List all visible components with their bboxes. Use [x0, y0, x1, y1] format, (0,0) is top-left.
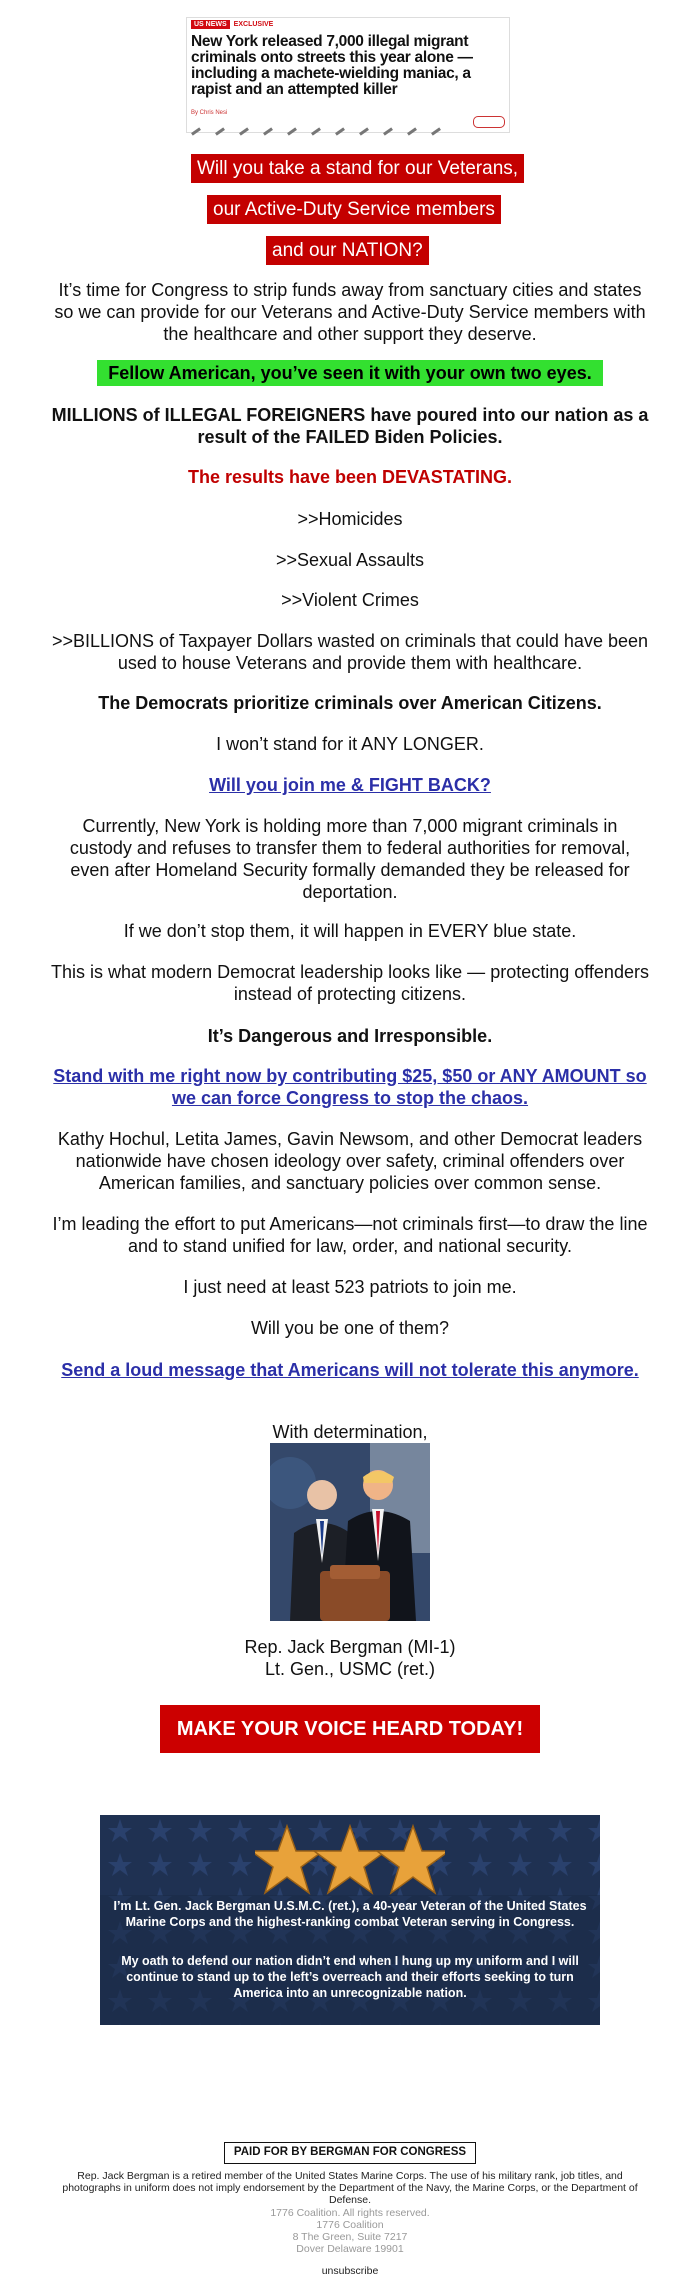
millions-paragraph	[50, 404, 650, 448]
share-icon	[215, 127, 225, 135]
list-item-billions: >>BILLIONS of Taxpayer Dollars wasted on criminals that could have been used to house Veterans and provide them with healthcare.	[52, 631, 648, 673]
list-item-sexual-assaults: >>Sexual Assaults	[275, 550, 425, 570]
news-tag-exclusive: EXCLUSIVE	[233, 21, 274, 28]
currently-paragraph: Currently, New York is holding more than 7,000 migrant criminals in custody and refuses to transfer them to federal authorities for removal, even after Homeland Security formally demanded they be released for deportation.	[69, 816, 631, 902]
share-icon	[239, 127, 249, 135]
share-icon	[383, 127, 393, 135]
list-item-homicides: >>Homicides	[297, 509, 403, 529]
unsubscribe-link[interactable]: unsubscribe	[321, 2265, 379, 2277]
signoff-text: With determination,	[272, 1422, 428, 1442]
millions-highlight: MILLIONS of ILLEGAL FOREIGNERS	[51, 405, 366, 425]
bergman-trump-photo	[270, 1443, 430, 1621]
photo-illustration	[270, 1443, 430, 1621]
need-patriots-text: I just need at least 523 patriots to join me.	[183, 1277, 517, 1297]
hochul-paragraph: Kathy Hochul, Letita James, Gavin Newsom, and other Democrat leaders nationwide have chosen ideology over safety, criminal offenders over American families, and sanctuary policies over common sense.	[57, 1129, 643, 1193]
share-icon	[407, 127, 417, 135]
news-tag-us-news: US NEWS	[191, 20, 230, 29]
green-callout: Fellow American, you’ve seen it with your own two eyes.	[97, 360, 603, 386]
leading-paragraph: I’m leading the effort to put Americans—not criminals first—to draw the line and to stand unified for law, order, and national security.	[52, 1214, 648, 1256]
share-icon	[431, 127, 441, 135]
share-icons-row	[191, 120, 507, 130]
intro-paragraph: It’s time for Congress to strip funds away from sanctuary cities and states so we can provide for our Veterans and Active-Duty Service members with the healthcare and other support they deserve.	[54, 280, 646, 344]
publisher-logo-icon	[473, 116, 505, 128]
news-clipping-image	[186, 17, 510, 133]
address-line-3: Dover Delaware 19901	[296, 2243, 404, 2255]
send-message-link[interactable]: Send a loud message that Americans will not tolerate this anymore.	[61, 1360, 639, 1380]
dangerous-heading: It’s Dangerous and Irresponsible.	[207, 1026, 493, 1046]
share-icon	[191, 127, 201, 135]
share-icon	[335, 127, 345, 135]
every-blue-state-text: If we don’t stop them, it will happen in EVERY blue state.	[123, 921, 577, 941]
list-item-violent-crimes: >>Violent Crimes	[281, 590, 419, 610]
ask-line-2: our Active-Duty Service members	[207, 195, 501, 224]
wont-stand-text: I won’t stand for it ANY LONGER.	[216, 734, 484, 754]
banner-oath-text: My oath to defend our nation didn’t end when I hung up my uniform and I will continue to stand up to the left’s overreach and their efforts seeking to turn America into an unrecognizable nation.	[121, 1954, 579, 2000]
copyright-text: 1776 Coalition. All rights reserved.	[270, 2207, 430, 2219]
devastating-heading: The results have been DEVASTATING.	[187, 467, 513, 487]
paid-for-box: PAID FOR BY BERGMAN FOR CONGRESS	[224, 2142, 476, 2164]
news-tags	[191, 21, 273, 28]
news-headline: New York released 7,000 illegal migrant criminals onto streets this year alone — including a machete-wielding maniac, a rapist and an attempted killer	[191, 33, 473, 98]
disclaimer-text: Rep. Jack Bergman is a retired member of the United States Marine Corps. The use of his military rank, job titles, and photographs in uniform does not imply endorsement by the Department of the Navy, the Marine Corps, or the Department of Defense.	[62, 2170, 638, 2206]
three-stars-icon	[255, 1823, 445, 1903]
bio-banner	[100, 1815, 600, 2025]
signature-title: Lt. Gen., USMC (ret.)	[264, 1659, 436, 1679]
share-icon	[311, 127, 321, 135]
address-line-2: 8 The Green, Suite 7217	[292, 2231, 408, 2243]
news-byline: By Chris Nesi	[191, 110, 228, 116]
share-icon	[263, 127, 273, 135]
ask-line-1: Will you take a stand for our Veterans,	[191, 154, 524, 183]
will-you-text: Will you be one of them?	[250, 1318, 450, 1338]
democrats-heading: The Democrats prioritize criminals over American Citizens.	[98, 693, 602, 713]
share-icon	[359, 127, 369, 135]
share-icon	[287, 127, 297, 135]
millions-rest: have poured into our nation as a result of the FAILED Biden Policies.	[197, 405, 649, 447]
signature-name: Rep. Jack Bergman (MI-1)	[244, 1637, 456, 1657]
make-voice-heard-button[interactable]: MAKE YOUR VOICE HEARD TODAY!	[160, 1705, 540, 1753]
ask-line-3: and our NATION?	[266, 236, 429, 265]
contribute-link[interactable]: Stand with me right now by contributing $25, $50 or ANY AMOUNT so we can force Congress to stop the chaos.	[53, 1066, 647, 1108]
modern-leadership-paragraph: This is what modern Democrat leadership looks like — protecting offenders instead of protecting citizens.	[51, 962, 649, 1004]
address-line-1: 1776 Coalition	[316, 2219, 384, 2231]
banner-bio-text: I’m Lt. Gen. Jack Bergman U.S.M.C. (ret.), a 40-year Veteran of the United States Marine Corps and the highest-ranking combat Veteran serving in Congress.	[113, 1899, 587, 1929]
join-fight-back-link[interactable]: Will you join me & FIGHT BACK?	[209, 775, 491, 795]
